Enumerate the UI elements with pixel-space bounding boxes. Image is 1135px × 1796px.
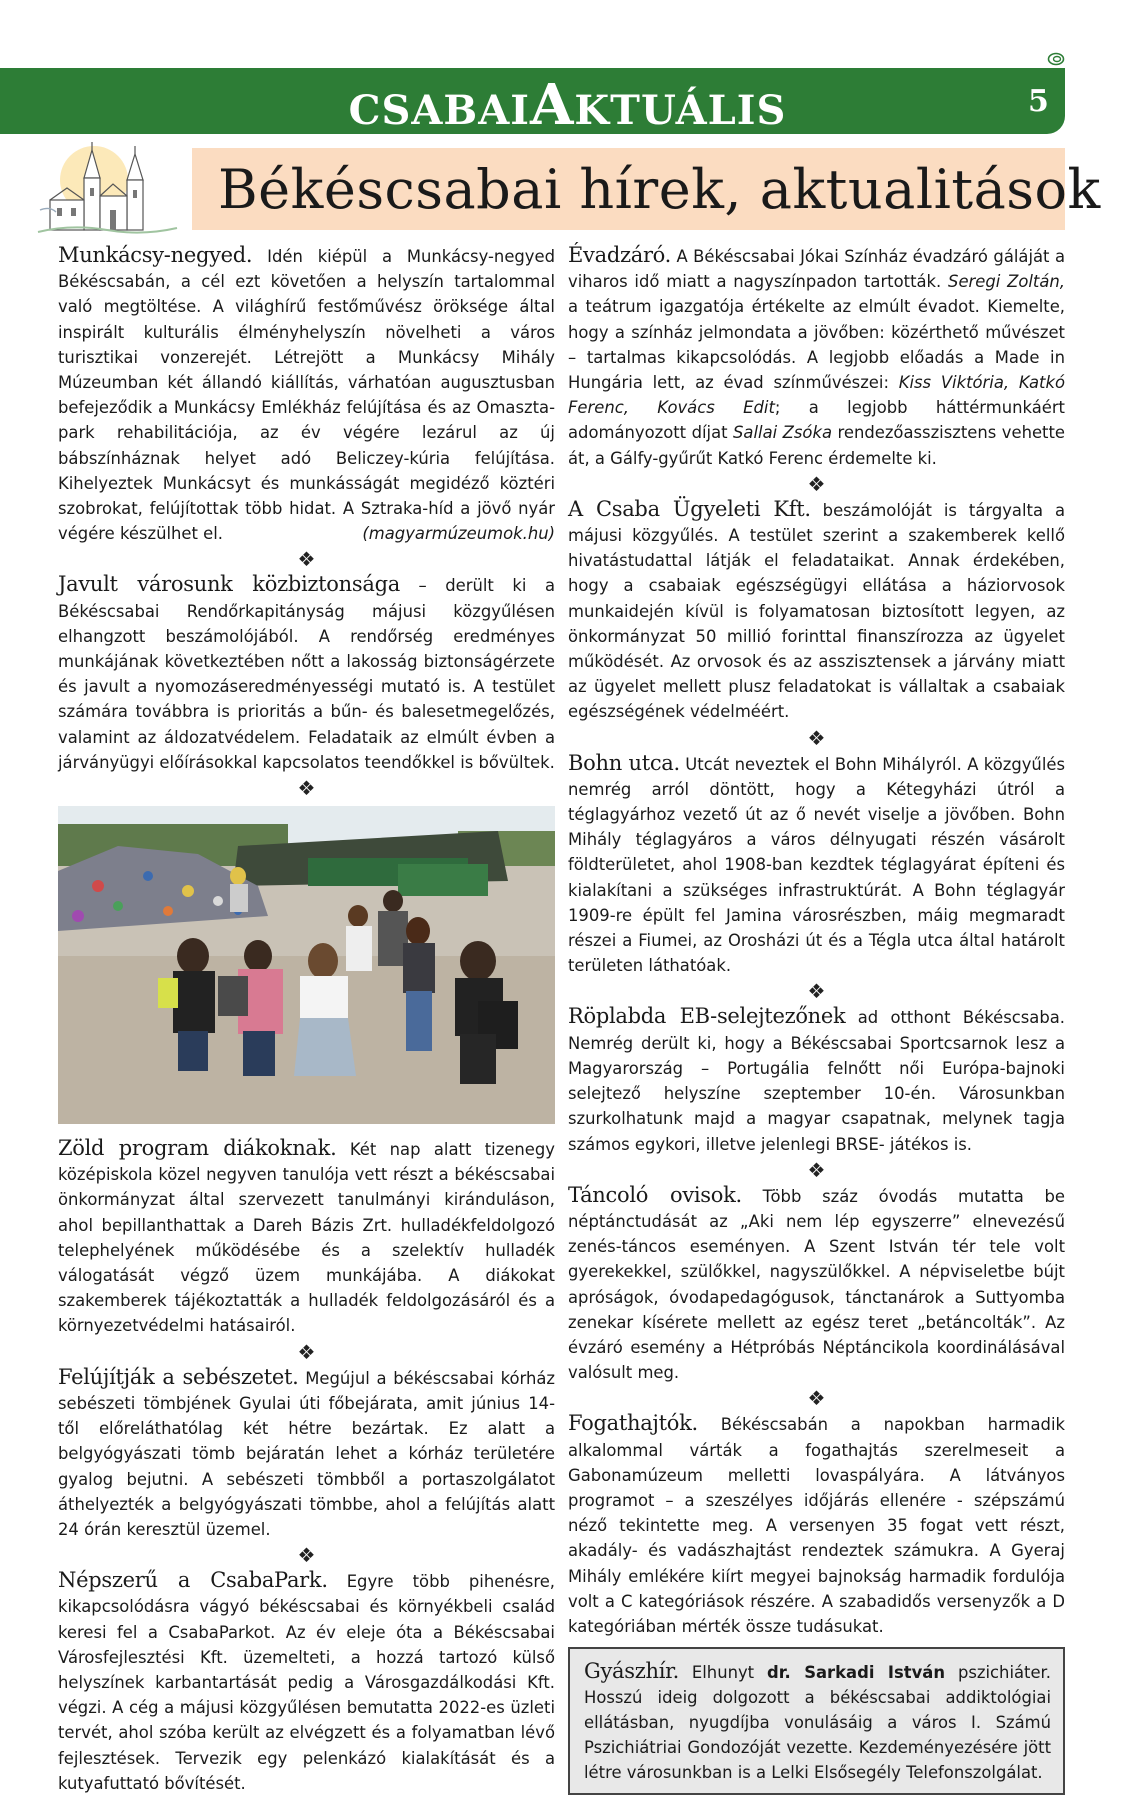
separator: ❖ [297, 1339, 316, 1364]
article-evadzaro [568, 243, 1065, 471]
separator: ❖ [807, 1157, 826, 1182]
article-body-part: rendezőasszisztens vehette át, a Gálfy-gyűrűt Katkó Ferenc érdemelte ki. [568, 423, 1065, 468]
person-names: Kiss Viktória, Katkó Ferenc, Kovács Edit [568, 373, 1066, 418]
separator: ❖ [297, 547, 316, 572]
article-heading: Röplabda EB-selejtezőnek [568, 1004, 846, 1029]
separator: ❖ [297, 1543, 316, 1568]
article-source: (magyarmúzeumok.hu) [362, 524, 555, 544]
article-zold-program [58, 1136, 555, 1339]
article-munkacsy [58, 243, 555, 546]
masthead-word2: KTUÁLIS [574, 87, 787, 134]
article-fogathajtok [568, 1411, 1065, 1639]
swirl-icon [1047, 52, 1065, 66]
article-heading: Évadzáró. [568, 243, 672, 267]
article-body: – derült ki a Békéscsabai Rendőrkapitányság májusi közgyűlésen elhangzott beszámolójából. A rendőrség eredményes munkájának következtében nőtt a lakosság biztonságérzete és javult a nyomozáseredményességi mutató is. A testület számára továbbra is prioritás a bűn- és balesetmegelőzés, valamint az áldozatvédelem. Feladataik az elmúlt évben a járványügyi előírásokkal kapcsolatos teendőkkel is bővültek. [58, 576, 555, 772]
article-heading: Népszerű a CsabaPark. [58, 1568, 328, 1593]
article-csabapark [58, 1568, 555, 1796]
separator: ❖ [807, 471, 826, 496]
article-bohn-utca [568, 751, 1065, 979]
article-body: ad otthont Békéscsaba. Nemrég derült ki, hogy a Békéscsabai Sportcsarnok lesz a Magyarország – Portugália felnőtt női Európa-bajnoki selejtező helyszíne szeptember 10-én. Városunkban szurkolhatunk majd a magyar csapatnak, melynek tagja számos egykori, illetve jelenlegi BRSE- játékos is. [568, 1008, 1065, 1154]
notice-body-part: pszichiáter. Hosszú ideig dolgozott a békéscsabai addiktológiai ellátásban, nyugdíjba vonulásáig a város I. Számú Pszichiátriai Gondozóját vezette. Kezdeményezésére jött létre városunkban is a Lelki Elsősegély Telefonszolgálat. [584, 1663, 1051, 1783]
article-ugyelet [568, 497, 1065, 725]
article-body: beszámolóját is tárgyalta a májusi közgyűlés. A testület szerint a szakemberek kellő hivatástudattal látják el feladataikat. Annak érdekében, hogy a csabaiak egészségügyi ellátása a háziorvosok munkaidején kívül is folyamatosan biztosított legyen, az önkormányzat 50 millió forinttal finanszírozza az ügyelet működését. Az orvosok és az asszisztensek a járvány miatt az ügyelet mellett plusz feladatokat is vállaltak a csabaiak egészségének védelméért. [568, 500, 1065, 722]
article-body-part: ; a legjobb háttérmunkáért adományozott díjat [568, 398, 1065, 443]
article-heading: Fogathajtók. [568, 1411, 698, 1436]
article-body-part: A Békéscsabai Jókai Színház évadzáró gáláját a viharos idő miatt a nagyszínpadon tartották. [568, 247, 1065, 292]
article-body: Békéscsabán a napokban harmadik alkalommal várták a fogathajtás szerelmeseit a Gabonamúzeum melletti lovaspályára. A látványos programot – a szeszélyes időjárás ellenére - szépszámú néző tekintette meg. A versenyen 35 fogat vett részt, akadály- és vadászhajtást rendeztek számukra. A Gyeraj Mihály emlékére kiírt megyei bajnokság harmadik fordulója volt a C kategóriások részére. A szabadidős versenyzők a D kategóriában mérték össze tudásukat. [568, 1415, 1065, 1636]
article-tancolo-ovisok [568, 1183, 1065, 1386]
notice-heading: Gyászhír. [584, 1659, 679, 1684]
separator: ❖ [807, 725, 826, 750]
students-at-waste-plant-photo [58, 806, 555, 1124]
right-column [568, 243, 1065, 1795]
article-sebeszet [58, 1365, 555, 1542]
left-column [58, 243, 555, 1796]
article-kozbiztonsag [58, 572, 555, 775]
section-title: Békéscsabai hírek, aktualitások [218, 158, 1101, 221]
article-body: Két nap alatt tizenegy középiskola közel negyven tanulója vett részt a békéscsabai önkormányzat által szervezett tanulmányi kiránduláson, ahol bepillanthattak a Dareh Bázis Zrt. hulladékfeldolgozó telephelyének működésébe és a szelektív hulladék válogatását végző üzem munkájába. A diákokat szakemberek tájékoztatták a hulladék feldolgozásáról és a környezetvédelmi hatásairól. [58, 1140, 555, 1336]
article-body: Megújul a békéscsabai kórház sebészeti tömbjének Gyulai úti főbejárata, amit június 14-től előreláthatólag két hétre bezártak. Ez alatt a belgyógyászati tömb bejáratán lehet a kórház területére gyalog bejutni. A sebészeti tömbből a portaszolgálatot áthelyezték a belgyógyászati tömbbe, ahol a felújítás alatt 24 órán keresztül üzemel. [58, 1368, 555, 1539]
page-number: 5 [1028, 84, 1049, 119]
person-name: Sallai Zsóka [733, 423, 832, 443]
masthead-initial: A [529, 72, 575, 138]
separator: ❖ [297, 776, 316, 801]
separator: ❖ [807, 1386, 826, 1411]
obituary-box [568, 1647, 1065, 1795]
article-body-part: a teátrum igazgatója értékelte az elmúlt évadot. Kiemelte, hogy a színház jelmondata a jövőben: közérthető művészet – tartalmas kikapcsolódás. A legjobb előadás a Made in Hungária lett, az évad színművészei: [568, 297, 1065, 393]
article-heading: Bohn utca. [568, 750, 680, 775]
church-towers-icon [32, 140, 182, 240]
article-heading: A Csaba Ügyeleti Kft. [568, 496, 811, 521]
article-body: Egyre több pihenésre, kikapcsolódásra vágyó békéscsabai és környékbeli család keresi fel a CsabaParkot. Az év eleje óta a Békéscsabai Városfejlesztési Kft. üzemelteti, a hozzá tartozó külső helyszínek karbantartását pedig a Városgazdálkodási Kft. végzi. A cég a májusi közgyűlésen bemutatta 2022-es üzleti tervét, ahol szóba került az elvégzett és a folyamatban lévő fejlesztések. Tervezik egy pelenkázó kialakítását és a kutyafuttató bővítését. [58, 1572, 555, 1793]
notice-person: dr. Sarkadi István [767, 1663, 945, 1683]
article-body: Több száz óvodás mutatta be néptánctudását az „Aki nem lép egyszerre” elnevezésű zenés-táncos eseményen. A Szent István tér tele volt gyerekekkel, szülőkkel, nagyszülőkkel. A népviseletbe bújt apróságok, óvodapedagógusok, tánctanárok a Suttyomba zenekar kísérete mellett az egész teret „betáncolták”. Az évzáró esemény a Hétpróbás Néptáncikola koordinálásával valósult meg. [568, 1186, 1065, 1383]
separator: ❖ [807, 979, 826, 1004]
article-heading: Munkácsy-negyed. [58, 243, 253, 267]
article-body: Idén kiépül a Munkácsy-negyed Békéscsabán, a cél ezt követően a helyszín tartalommal való megtöltése. A világhírű festőművész öröksége által inspirált kulturális élményhelyszín növelheti a város turisztikai vonzerejét. Létrejött a Munkácsy Mihály Múzeumban két állandó kiállítás, várhatóan augusztusban befejeződik a Munkácsy Emlékház felújítása és az Omaszta-park rehabilitációja, az év végére lezárul az új bábszínháznak helyet adó Beliczey-kúria felújítása. Kihelyeztek Munkácsyt és munkásságát megidéző köztéri szobrokat, felújítottak több hidat. A Sztraka-híd a jövő nyár végére készülhet el. [58, 247, 555, 544]
person-name: Seregi Zoltán, [948, 272, 1065, 292]
masthead-word1: CSABAI [348, 87, 530, 134]
article-roplabda [568, 1004, 1065, 1156]
notice-body-part: Elhunyt [678, 1663, 768, 1683]
article-heading: Javult városunk közbiztonsága [58, 572, 400, 597]
article-heading: Felújítják a sebészetet. [58, 1364, 299, 1389]
article-heading: Zöld program diákoknak. [58, 1136, 337, 1161]
masthead [0, 72, 1135, 138]
article-heading: Táncoló ovisok. [568, 1182, 742, 1207]
article-body: Utcát neveztek el Bohn Mihályról. A közgyűlés nemrég arról döntött, hogy a Kétegyházi útról a téglagyárhoz vezető út az ő nevét viselje a jövőben. Bohn Mihály téglagyáros a város délnyugati részén vásárolt földterületet, ahol 1908-ban kezdtek téglagyárat építeni és kialakítani a szükséges infrastruktúrát. A Bohn téglagyár 1909-re épült fel Jamina városrészben, máig megmaradt részei a Fiumei, az Orosházi út és a Tégla utca által határolt területen láthatóak. [568, 754, 1065, 976]
